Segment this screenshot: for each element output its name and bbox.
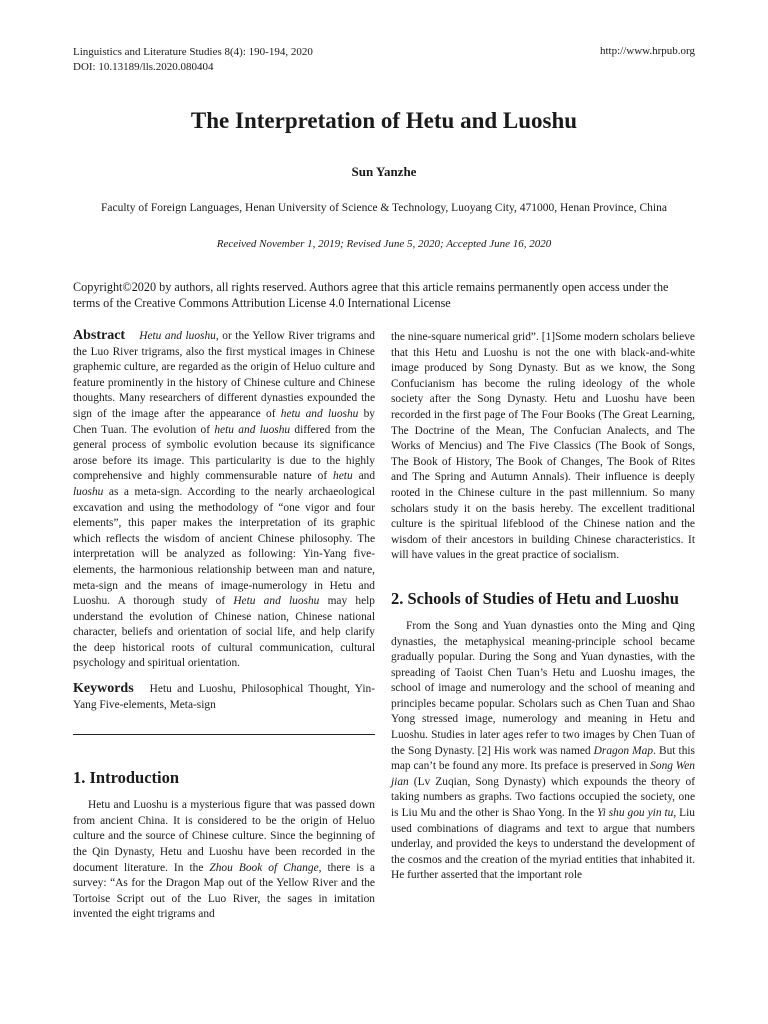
body-text-italic: Zhou Book of Change (209, 861, 319, 874)
abstract-text-italic: hetu and luoshu (214, 423, 291, 436)
body-text-italic: Dragon Map (593, 744, 654, 757)
doi: DOI: 10.13189/lls.2020.080404 (73, 61, 214, 73)
keywords (73, 681, 375, 713)
body-text: From the Song and Yuan dynasties onto the Ming and Qing dynasties, the metaphysical meaning-principle school became gradually popular. During the Song and Yuan dynasties, with the spreading of Taoist Chen Tuan’s Hetu and Luoshu images, the school of image and numerology and the school of meaning and principles became popular. Scholars such as Chen Tuan and Shao Yong stressed image, numerology and meaning in Hetu and Luoshu. Studies in later ages refer to two images by Chen Tuan of the Song Dynasty. [2] His work was named (391, 619, 695, 757)
abstract-text: , or the Yellow River trigrams and the Luo River trigrams, also the first mystical images in Chinese graphemic culture, are regarded as the origin of Heluo culture and feature prominently in the history of Chinese culture and Chinese thoughts. Many researchers of different dynasties expounded the sign of the image after the appearance of (73, 330, 375, 420)
abstract-text-italic: Hetu and luoshu (233, 595, 320, 608)
abstract-text: differed from the general process of symbolic evolution because its significance arose before its image. This particularity is due to the highly comprehensive and highly commensurable nature of (73, 423, 375, 483)
abstract-text: and (352, 470, 376, 483)
received-dates: Received November 1, 2019; Revised June 5, 2020; Accepted June 16, 2020 (216, 238, 552, 250)
schools-paragraph (391, 619, 695, 884)
abstract-label: Abstract (73, 328, 126, 343)
abstract-text-italic: luoshu (73, 485, 104, 498)
paper-title: The Interpretation of Hetu and Luoshu (190, 108, 578, 133)
left-column (73, 328, 375, 923)
continued-paragraph: the nine-square numerical grid”. [1]Some modern scholars believe that this Hetu and Luoshu is not the one with black-and-white image produced by Song Dynasty. But as we know, the Song Confucianism has become the ruling ideology of the whole society after the Song Dynasty. Hetu and Luoshu have been recorded in the first page of The Four Books (The Great Learning, The Doctrine of the Mean, The Confucian Analects, and The Works of Mencius) and The Five Classics (The Book of Songs, The Book of History, The Book of Changes, The Book of Rites and The Spring and Autumn Annals). Their influence is deeply rooted in the Chinese culture in the past millennium. So many scholars study it on the basis hereby. The excellent traditional culture is the spiritual lifeblood of the Chinese nation and the wisdom of their ancestors in building Chinese characteristics. It will have values in the great practice of socialism. (391, 331, 695, 562)
journal-citation: Linguistics and Literature Studies 8(4): 190-194, 2020 (73, 46, 313, 58)
keywords-label: Keywords (73, 681, 134, 697)
right-column (391, 330, 695, 884)
abstract-text-italic: Hetu and luoshu (139, 330, 216, 342)
copyright-notice: Copyright©2020 by authors, all rights reserved. Authors agree that this article remains permanently open access under the terms of the Creative Commons Attribution License 4.0 International License (73, 280, 669, 310)
journal-url[interactable]: http://www.hrpub.org (599, 45, 695, 57)
affiliation: Faculty of Foreign Languages, Henan University of Science & Technology, Luoyang City, 471000, Henan Province, China (101, 202, 667, 214)
abstract-text-italic: hetu (333, 470, 353, 483)
keywords-text: Hetu and Luoshu, Philosophical Thought, Yin- Yang Five-elements, Meta-sign (73, 683, 375, 711)
body-text: , Liu used combinations of diagrams and text to argue that numbers underlay, and provided the keys to understand the development of the cosmos and the creation of the myriad entities that inhabited it. He further asserted that the important role (391, 807, 695, 882)
running-header (73, 45, 313, 75)
abstract-text: by Chen Tuan. The evolution of (73, 407, 375, 436)
body-text-italic: Song Wen jian (391, 760, 695, 788)
body-text: . But this map can’t be found any more. Its preface is preserved in (391, 744, 695, 773)
body-text: Hetu and Luoshu is a mysterious figure that was passed down from ancient China. It is considered to be the origin of Heluo culture and the source of Chinese culture. Since the beginning of the Qin Dynasty, Hetu and Luoshu have been recorded in the document literature. In the (73, 799, 375, 874)
abstract-text-italic: hetu and luoshu (280, 407, 359, 420)
abstract-text: may help understand the evolution of Chinese nation, Chinese national character, beliefs and orientation of social life, and help clarify the deep historical roots of cultural communication, cultural psychology and spiritual orientation. (73, 595, 375, 670)
section-heading-introduction: 1. Introduction (73, 768, 180, 788)
introduction-paragraph (73, 798, 375, 923)
author-name: Sun Yanzhe (351, 164, 417, 179)
body-text-italic: Yi shu gou yin tu (597, 807, 674, 820)
body-text: , there is a survey: “As for the Dragon Map out of the Yellow River and the Tortoise Script out of the Luo River, the sages in imitation invented the eight trigrams and (73, 861, 375, 921)
body-text: (Lv Zuqian, Song Dynasty) which expounds the theory of taking numbers as graphs. Two factions occupied the society, one is Liu Mu and the other is Shao Yong. In the (391, 775, 695, 820)
section-heading-schools: 2. Schools of Studies of Hetu and Luoshu (391, 588, 679, 608)
section-divider (73, 734, 375, 735)
abstract-text: as a meta-sign. According to the nearly archaeological excavation and using the methodology of “one vigor and four elements”, this paper makes the interpretation of its graphic which reflects the wisdom of ancient Chinese philosophy. The interpretation will be analyzed as following: Yin-Yang five-elements, the harmonious relationship between man and nature, meta-sign and the means of image-numerology in Hetu and Luoshu. A thorough study of (73, 485, 375, 608)
abstract (73, 328, 375, 672)
